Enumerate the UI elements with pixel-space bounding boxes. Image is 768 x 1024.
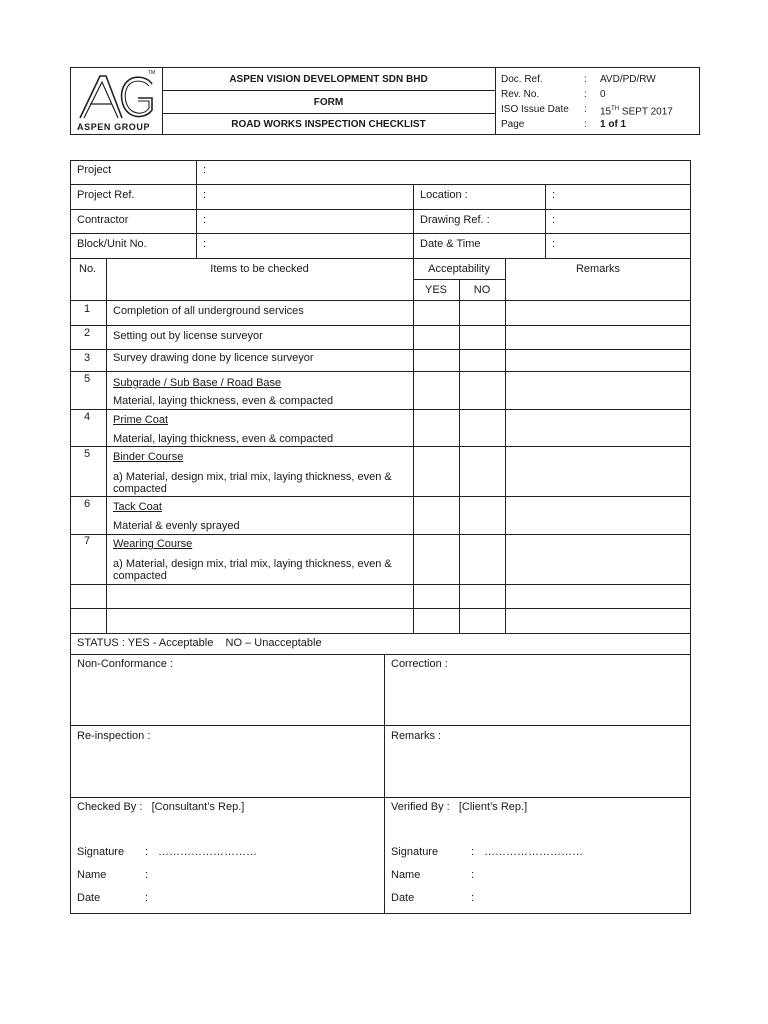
- checked-name-colon: :: [145, 869, 149, 881]
- date-time-colon: :: [552, 238, 556, 250]
- block-unit-colon: :: [203, 238, 207, 250]
- row-rule: [70, 349, 691, 350]
- rev-no-colon: :: [584, 89, 587, 100]
- row-rule: [70, 446, 691, 447]
- row-rule: [70, 654, 691, 655]
- item-number: 2: [84, 327, 91, 339]
- item-number: 5: [84, 373, 91, 385]
- checked-name-label: Name: [77, 869, 107, 881]
- checked-date-label: Date: [77, 892, 101, 904]
- company-name: ASPEN VISION DEVELOPMENT SDN BHD: [229, 74, 428, 85]
- col-header-items: Items to be checked: [210, 263, 309, 275]
- col-rule: [196, 160, 197, 258]
- iso-issue-date-label: ISO Issue Date: [501, 104, 569, 115]
- item-detail: a) Material, design mix, trial mix, laying thickness, even & compacted: [113, 471, 392, 495]
- checked-signature-colon: :: [145, 846, 149, 858]
- rev-no-label: Rev. No.: [501, 89, 540, 100]
- logo-trademark: TM: [148, 70, 156, 76]
- row-rule: [70, 725, 691, 726]
- row-rule: [70, 608, 691, 609]
- col-rule: [545, 184, 546, 258]
- correction-label: Correction :: [391, 658, 448, 670]
- non-conformance-label: Non-Conformance :: [77, 658, 173, 670]
- verified-date-label: Date: [391, 892, 415, 904]
- contractor-label: Contractor: [77, 214, 129, 226]
- row-rule: [70, 496, 691, 497]
- item-detail: a) Material, design mix, trial mix, laying thickness, even & compacted: [113, 558, 392, 582]
- verified-name-colon: :: [471, 869, 475, 881]
- project-label: Project: [77, 164, 112, 176]
- row-rule: [70, 233, 691, 234]
- item-title: Prime Coat: [113, 414, 169, 426]
- drawing-ref-colon: :: [552, 214, 556, 226]
- document-type: FORM: [313, 97, 344, 108]
- row-rule: [70, 534, 691, 535]
- page-label: Page: [501, 119, 525, 130]
- col-header-acceptability: Acceptability: [428, 263, 490, 275]
- item-title: Tack Coat: [113, 501, 162, 513]
- location-colon: :: [552, 189, 556, 201]
- project-colon: :: [203, 164, 207, 176]
- checked-signature-label: Signature: [77, 846, 125, 858]
- status-legend: STATUS : YES - Acceptable NO – Unacceptable: [77, 637, 322, 649]
- checked-by-label: Checked By : [Consultant’s Rep.]: [77, 801, 245, 813]
- drawing-ref-label: Drawing Ref. :: [420, 214, 490, 226]
- row-rule: [70, 300, 691, 301]
- item-title: Setting out by license surveyor: [113, 330, 263, 342]
- date-time-label: Date & Time: [420, 238, 481, 250]
- iso-issue-month-year: SEPT 2017: [619, 106, 673, 118]
- page-value: 1 of 1: [600, 119, 627, 130]
- verified-date-colon: :: [471, 892, 475, 904]
- verified-signature-colon: :: [471, 846, 475, 858]
- header-rule: [162, 90, 495, 91]
- col-header-no-answer: NO: [473, 284, 491, 296]
- row-rule: [70, 409, 691, 410]
- item-number: 6: [84, 498, 91, 510]
- remarks-label: Remarks :: [391, 730, 442, 742]
- reinspection-label: Re-inspection :: [77, 730, 151, 742]
- col-header-remarks: Remarks: [575, 263, 620, 275]
- col-rule: [413, 184, 414, 258]
- row-rule: [70, 797, 691, 798]
- verified-by-label: Verified By : [Client’s Rep.]: [391, 801, 528, 813]
- contractor-colon: :: [203, 214, 207, 226]
- form-title: ROAD WORKS INSPECTION CHECKLIST: [231, 119, 426, 130]
- logo-text: ASPEN GROUP: [77, 122, 151, 132]
- item-title: Wearing Course: [113, 538, 193, 550]
- item-detail: Material, laying thickness, even & compacted: [113, 433, 334, 445]
- iso-issue-date-value: [600, 103, 673, 118]
- item-number: 7: [84, 535, 91, 547]
- item-detail: Material & evenly sprayed: [113, 520, 240, 532]
- item-number: 4: [84, 411, 91, 423]
- verified-signature-line: ………………………: [484, 846, 583, 858]
- item-title: Subgrade / Sub Base / Road Base: [113, 377, 282, 389]
- verified-signature-label: Signature: [391, 846, 439, 858]
- project-ref-colon: :: [203, 189, 207, 201]
- iso-issue-day-suffix: TH: [611, 106, 620, 112]
- row-rule: [70, 325, 691, 326]
- item-detail: Material, laying thickness, even & compacted: [113, 395, 334, 407]
- block-unit-label: Block/Unit No.: [77, 238, 147, 250]
- item-number: 1: [84, 303, 91, 315]
- item-number: 5: [84, 448, 91, 460]
- checked-signature-line: ………………………: [158, 846, 257, 858]
- col-rule: [459, 279, 460, 633]
- aspen-group-logo-mark: [72, 70, 160, 120]
- col-header-yes: YES: [424, 284, 447, 296]
- row-rule: [70, 584, 691, 585]
- iso-issue-day: 15: [600, 106, 612, 118]
- item-title: Completion of all underground services: [113, 305, 304, 317]
- col-header-no: No.: [79, 263, 97, 275]
- page-colon: :: [584, 119, 587, 130]
- row-rule: [70, 209, 691, 210]
- row-rule: [70, 633, 691, 634]
- doc-ref-value: AVD/PD/RW: [600, 74, 656, 85]
- doc-ref-label: Doc. Ref.: [501, 74, 543, 85]
- checked-date-colon: :: [145, 892, 149, 904]
- row-rule: [70, 184, 691, 185]
- rev-no-value: 0: [600, 89, 606, 100]
- header-rule: [162, 113, 495, 114]
- item-title: Binder Course: [113, 451, 184, 463]
- row-rule: [70, 371, 691, 372]
- col-rule: [384, 654, 385, 914]
- iso-issue-date-colon: :: [584, 104, 587, 115]
- header-divider: [495, 67, 496, 135]
- row-rule: [70, 258, 691, 259]
- item-title: Survey drawing done by licence surveyor: [113, 352, 314, 364]
- location-label: Location :: [420, 189, 468, 201]
- project-ref-label: Project Ref.: [77, 189, 135, 201]
- item-number: 3: [84, 352, 91, 364]
- company-logo: [72, 70, 160, 134]
- doc-ref-colon: :: [584, 74, 587, 85]
- verified-name-label: Name: [391, 869, 421, 881]
